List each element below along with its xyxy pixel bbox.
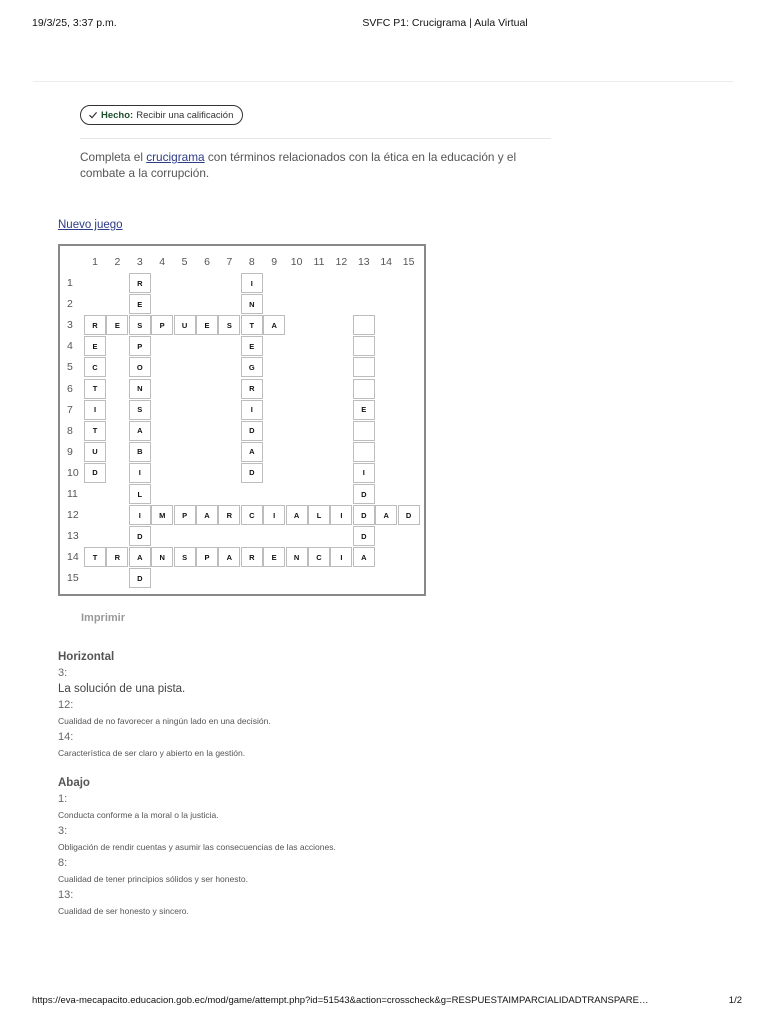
crossword-cell[interactable]: C xyxy=(308,547,330,567)
row-number: 10 xyxy=(67,466,79,479)
crossword-cell[interactable]: R xyxy=(241,379,263,399)
column-number: 2 xyxy=(114,256,121,268)
down-heading: Abajo xyxy=(58,777,90,789)
crossword-cell[interactable]: E xyxy=(84,336,106,356)
crossword-cell[interactable] xyxy=(353,315,375,335)
clue-text: Cualidad de ser honesto y sincero. xyxy=(58,906,189,916)
crossword-cell[interactable]: D xyxy=(129,568,151,588)
clue-text: Característica de ser claro y abierto en la gestión. xyxy=(58,748,246,758)
crossword-cell[interactable] xyxy=(353,357,375,377)
crossword-cell[interactable]: U xyxy=(174,315,196,335)
print-header xyxy=(0,17,768,31)
column-number: 12 xyxy=(335,256,348,268)
print-button[interactable]: Imprimir xyxy=(81,612,126,624)
crossword-cell[interactable]: A xyxy=(375,505,397,525)
crossword-cell[interactable]: L xyxy=(129,484,151,504)
row-number: 5 xyxy=(67,361,73,374)
crossword-board xyxy=(58,244,426,596)
row-number: 8 xyxy=(67,424,73,437)
column-number: 5 xyxy=(181,256,188,268)
new-game-link[interactable]: Nuevo juego xyxy=(58,219,123,231)
crossword-cell[interactable]: E xyxy=(106,315,128,335)
row-number: 14 xyxy=(67,551,79,564)
crossword-cell[interactable]: S xyxy=(129,315,151,335)
row-number: 2 xyxy=(67,298,73,311)
crossword-cell[interactable] xyxy=(353,421,375,441)
crossword-cell[interactable]: G xyxy=(241,357,263,377)
crossword-cell[interactable]: E xyxy=(241,336,263,356)
row-number: 11 xyxy=(67,488,78,500)
clue-text: Cualidad de no favorecer a ningún lado en una decisión. xyxy=(58,716,271,726)
column-number: 1 xyxy=(92,256,98,268)
crossword-cell[interactable]: D xyxy=(84,463,106,483)
crossword-cell[interactable]: D xyxy=(353,505,375,525)
intro-after: con términos relacionados con la ética en la educación y el combate a la corrupción. xyxy=(80,150,517,180)
crossword-cell[interactable]: D xyxy=(353,526,375,546)
column-number: 9 xyxy=(271,256,278,268)
top-divider xyxy=(33,81,733,82)
crossword-cell[interactable]: I xyxy=(241,400,263,420)
crossword-link[interactable]: crucigrama xyxy=(146,150,205,164)
clue-number: 12: xyxy=(58,699,74,711)
column-number: 11 xyxy=(313,256,325,268)
crossword-cell[interactable]: T xyxy=(84,547,106,567)
column-number: 13 xyxy=(357,256,370,268)
crossword-cell[interactable]: I xyxy=(330,547,352,567)
crossword-cell[interactable]: N xyxy=(286,547,308,567)
crossword-cell[interactable]: C xyxy=(84,357,106,377)
completion-label: Hecho: xyxy=(101,109,134,121)
crossword-cell[interactable] xyxy=(353,379,375,399)
crossword-cell[interactable]: P xyxy=(151,315,173,335)
crossword-cell[interactable]: R xyxy=(106,547,128,567)
crossword-cell[interactable]: E xyxy=(196,315,218,335)
column-number: 3 xyxy=(136,256,143,268)
crossword-cell[interactable]: I xyxy=(241,273,263,293)
crossword-cell[interactable]: N xyxy=(241,294,263,314)
clue-text: Cualidad de tener principios sólidos y ser honesto. xyxy=(58,874,248,884)
crossword-cell[interactable]: D xyxy=(241,421,263,441)
completion-badge xyxy=(80,105,243,125)
crossword-cell[interactable]: I xyxy=(129,505,151,525)
crossword-cell[interactable]: T xyxy=(84,421,106,441)
crossword-cell[interactable]: P xyxy=(196,547,218,567)
crossword-cell[interactable]: A xyxy=(196,505,218,525)
crossword-cell[interactable]: C xyxy=(241,505,263,525)
crossword-cell[interactable] xyxy=(353,442,375,462)
column-number: 6 xyxy=(204,256,210,268)
clue-number: 3: xyxy=(58,667,68,679)
clue-number: 1: xyxy=(58,793,68,805)
crossword-cell[interactable]: T xyxy=(84,379,106,399)
row-number: 1 xyxy=(67,277,73,289)
crossword-cell[interactable]: D xyxy=(398,505,420,525)
row-number: 6 xyxy=(67,382,73,395)
crossword-cell[interactable]: N xyxy=(151,547,173,567)
across-clues xyxy=(58,649,578,761)
row-number: 7 xyxy=(67,403,73,416)
clue-number: 14: xyxy=(58,731,74,743)
print-footer xyxy=(32,995,742,1006)
column-number: 8 xyxy=(248,256,255,268)
row-number: 13 xyxy=(67,530,79,543)
crossword-cell[interactable]: P xyxy=(174,505,196,525)
check-icon xyxy=(88,110,98,120)
crossword-cell[interactable]: I xyxy=(263,505,285,525)
crossword-cell[interactable]: R xyxy=(218,505,240,525)
crossword-cell[interactable]: R xyxy=(241,547,263,567)
column-number: 14 xyxy=(380,256,393,268)
crossword-cell[interactable]: A xyxy=(286,505,308,525)
crossword-cell[interactable]: T xyxy=(241,315,263,335)
clue-number: 13: xyxy=(58,889,74,901)
row-number: 12 xyxy=(67,509,79,522)
crossword-cell[interactable]: A xyxy=(353,547,375,567)
crossword-cell[interactable]: M xyxy=(151,505,173,525)
crossword-cell[interactable]: S xyxy=(174,547,196,567)
completion-text: Recibir una calificación xyxy=(136,109,234,121)
clue-text: Conducta conforme a la moral o la justicia. xyxy=(58,810,219,820)
row-number: 4 xyxy=(67,340,73,353)
intro-before: Completa el xyxy=(80,150,143,164)
crossword-cell[interactable]: I xyxy=(84,400,106,420)
crossword-cell[interactable]: A xyxy=(129,547,151,567)
column-number: 15 xyxy=(402,256,415,268)
intro-text xyxy=(80,149,560,181)
crossword-cell[interactable]: E xyxy=(263,547,285,567)
column-number: 7 xyxy=(226,256,233,268)
crossword-cell[interactable] xyxy=(353,336,375,356)
clue-number: 3: xyxy=(58,825,68,837)
crossword-cell[interactable]: A xyxy=(241,442,263,462)
crossword-cell[interactable]: D xyxy=(241,463,263,483)
crossword-cell[interactable]: D xyxy=(129,526,151,546)
column-number: 4 xyxy=(159,256,166,268)
crossword-cell[interactable]: A xyxy=(218,547,240,567)
crossword-cell[interactable]: S xyxy=(129,400,151,420)
print-date: 19/3/25, 3:37 p.m. xyxy=(32,17,117,29)
crossword-cell[interactable]: D xyxy=(353,484,375,504)
crossword-cell[interactable]: R xyxy=(129,273,151,293)
crossword-cell[interactable]: E xyxy=(353,400,375,420)
across-heading: Horizontal xyxy=(58,651,115,663)
row-number: 15 xyxy=(67,572,79,585)
clue-text: La solución de una pista. xyxy=(58,683,186,695)
row-number: 9 xyxy=(67,445,73,458)
crossword-cell[interactable]: U xyxy=(84,442,106,462)
crossword-cell[interactable]: O xyxy=(129,357,151,377)
page-url: https://eva-mecapacito.educacion.gob.ec/mod/game/attempt.php?id=51543&action=crosscheck&g=RESPUESTAIMPARCIALIDADTRANSPARE… xyxy=(32,995,649,1006)
page-number: 1/2 xyxy=(728,995,742,1006)
intro-divider xyxy=(80,138,551,139)
crossword-cell[interactable]: R xyxy=(84,315,106,335)
crossword-cell[interactable]: S xyxy=(218,315,240,335)
down-clues xyxy=(58,775,578,919)
clue-number: 8: xyxy=(58,857,68,869)
print-title: SVFC P1: Crucigrama | Aula Virtual xyxy=(362,17,528,29)
column-number: 10 xyxy=(290,256,303,268)
crossword-cell[interactable]: L xyxy=(308,505,330,525)
crossword-cell[interactable]: E xyxy=(129,294,151,314)
crossword-cell[interactable]: I xyxy=(129,463,151,483)
crossword-cell[interactable]: A xyxy=(263,315,285,335)
crossword-cell[interactable]: P xyxy=(129,336,151,356)
crossword-cell[interactable]: N xyxy=(129,379,151,399)
clue-text: Obligación de rendir cuentas y asumir las consecuencias de las acciones. xyxy=(58,842,336,852)
crossword-cell[interactable]: I xyxy=(353,463,375,483)
crossword-cell[interactable]: B xyxy=(129,442,151,462)
crossword-cell[interactable]: I xyxy=(330,505,352,525)
crossword-cell[interactable]: A xyxy=(129,421,151,441)
row-number: 3 xyxy=(67,319,73,332)
